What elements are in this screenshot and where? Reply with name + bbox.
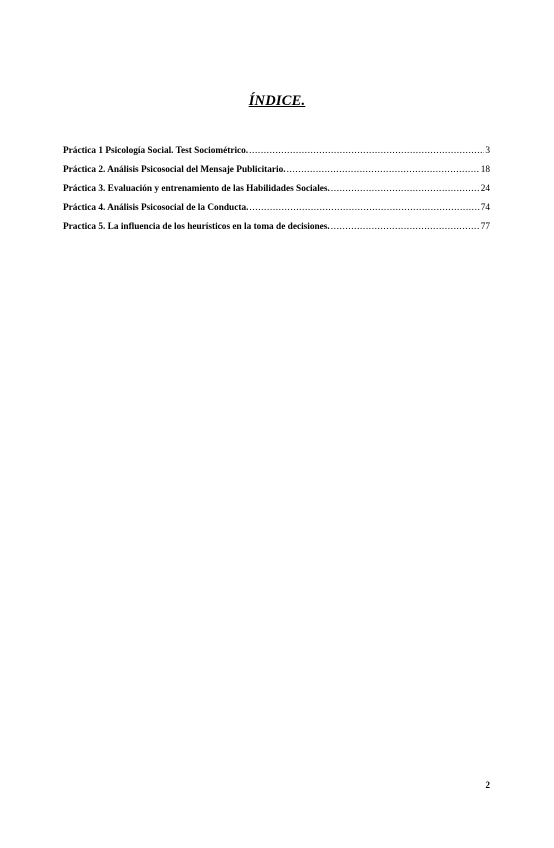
toc-entry-page: 24 — [480, 184, 490, 194]
table-of-contents — [63, 142, 490, 237]
toc-entry-page: 74 — [480, 203, 490, 213]
toc-entry-practica-4[interactable] — [63, 199, 490, 218]
page-number: 2 — [485, 780, 490, 790]
toc-entry-practica-2[interactable] — [63, 161, 490, 180]
toc-dot-leader — [287, 161, 480, 180]
index-title: ÍNDICE. — [248, 93, 306, 109]
toc-entry-label: Práctica 1 Psicología Social. Test Sociométrico. — [63, 146, 249, 156]
toc-dot-leader — [331, 180, 480, 199]
toc-entry-label: Practica 5. La influencia de los heurísticos en la toma de decisiones. — [63, 222, 330, 232]
toc-entry-page: 3 — [485, 146, 490, 156]
toc-entry-page: 77 — [480, 222, 490, 232]
toc-entry-practica-1[interactable] — [63, 142, 490, 161]
toc-dot-leader — [331, 218, 480, 237]
toc-dot-leader — [249, 199, 479, 218]
toc-entry-page: 18 — [480, 165, 490, 175]
toc-entry-practica-5[interactable] — [63, 218, 490, 237]
toc-entry-label: Práctica 4. Análisis Psicosocial de la Conducta. — [63, 203, 249, 213]
toc-entry-label: Práctica 2. Análisis Psicosocial del Mensaje Publicitario. — [63, 165, 286, 175]
toc-entry-label: Práctica 3. Evaluación y entrenamiento de las Habilidades Sociales. — [63, 184, 330, 194]
toc-entry-practica-3[interactable] — [63, 180, 490, 199]
toc-dot-leader — [249, 142, 484, 161]
